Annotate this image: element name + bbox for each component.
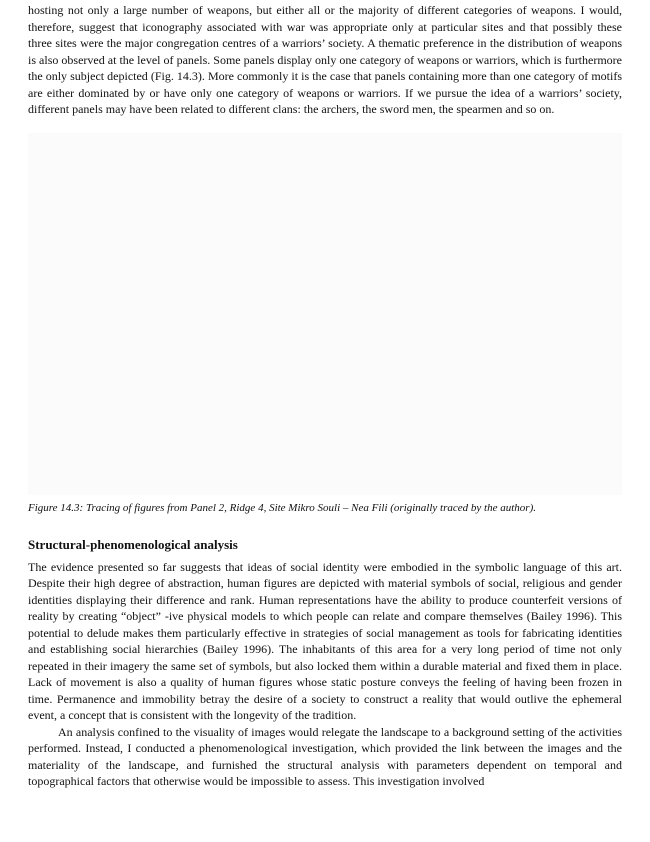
section-heading: Structural-phenomenological analysis bbox=[28, 536, 238, 552]
body-paragraph-phenomenology: An analysis confined to the visuality of images would relegate the landscape to a background setting of the activities performed. Instead, I conducted a phenomenological investigation, which provided the link between the images and the materiality of the landscape, and furnished the structural analysis with parameters dependent on temporal and topographical factors that otherwise would be impossible to assess. This investigation involved bbox=[28, 724, 622, 788]
figure-caption: Figure 14.3: Tracing of figures from Panel 2, Ridge 4, Site Mikro Souli – Nea Fili (originally traced by the author). bbox=[28, 501, 536, 514]
figure-image-area bbox=[28, 133, 622, 495]
page bbox=[28, 2, 622, 790]
body-paragraph-social-identity: The evidence presented so far suggests that ideas of social identity were embodied in the symbolic language of this art. Despite their high degree of abstraction, human figures are depicted with material symbols of social, religious and gender identities displaying their difference and rank. Human representations have the ability to produce counterfeit versions of reality by creating “object” -ive physical models to which people can relate and compare themselves (Bailey 1996). This potential to delude makes them particularly effective in strategies of social management as tools for fabricating identities and establishing social hierarchies (Bailey 1996). The inhabitants of this area for a very long period of time not only repeated in their imagery the same set of symbols, but also locked them within a durable material and fixed them in place. Lack of movement is also a quality of human figures whose static posture conveys the feeling of having been frozen in time. Permanence and immobility betray the desire of a society to construct a reality that would outlive the ephemeral event, a concept that is consistent with the longevity of the tradition. bbox=[28, 559, 622, 722]
body-paragraph-weapons: hosting not only a large number of weapons, but either all or the majority of different categories of weapons. I would, therefore, suggest that iconography associated with war was appropriate only at particular sites and that possibly these three sites were the major congregation centres of a warriors’ society. A thematic preference in the distribution of weapons is also observed at the level of panels. Some panels display only one category of weapons or warriors, which is furthermore the only subject depicted (Fig. 14.3). More commonly it is the case that panels containing more than one category of motifs are either dominated by or have only one category of weapons or warriors. If we pursue the idea of a warriors’ society, different panels may have been related to different clans: the archers, the sword men, the spearmen and so on. bbox=[28, 3, 622, 116]
